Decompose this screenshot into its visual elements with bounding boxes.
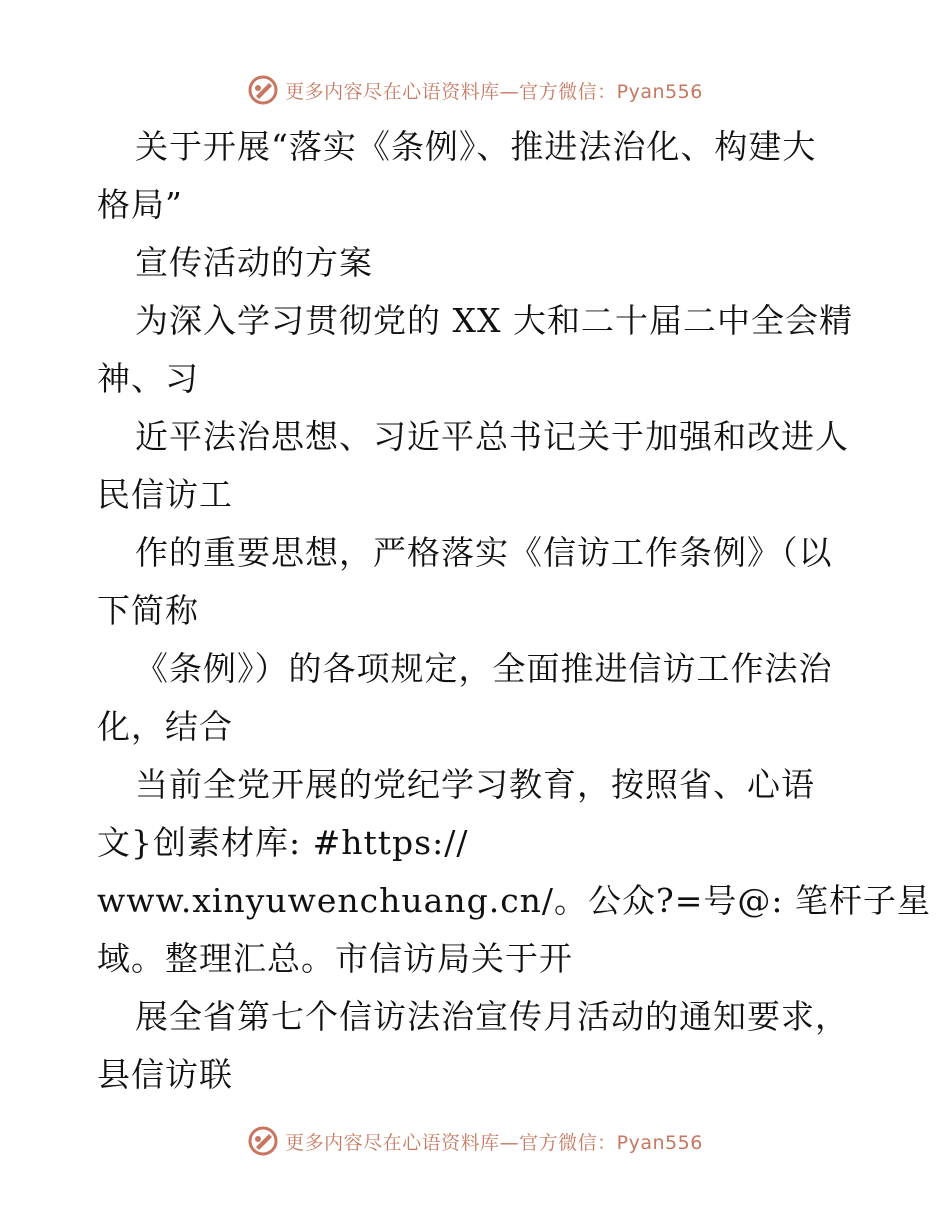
brand-logo-icon xyxy=(247,1125,279,1157)
text-line: 关于开展“落实《条例》、推进法治化、构建大 xyxy=(135,127,817,166)
text-line: 文}创素材库: #https:// xyxy=(97,823,469,862)
watermark-text: 更多内容尽在心语资料库—官方微信：Pyan556 xyxy=(285,1131,703,1154)
text-line: 下简称 xyxy=(97,591,199,630)
brand-logo-icon xyxy=(247,74,279,106)
header-watermark xyxy=(0,70,950,110)
text-line: 民信访工 xyxy=(97,475,233,514)
text-line: 《条例》）的各项规定，全面推进信访工作法治 xyxy=(135,649,833,688)
text-line: 当前全党开展的党纪学习教育，按照省、心语 xyxy=(135,765,815,804)
text-line: 格局” xyxy=(97,185,183,224)
text-line: 县信访联 xyxy=(97,1055,233,1094)
text-line: 宣传活动的方案 xyxy=(135,243,373,282)
watermark-text: 更多内容尽在心语资料库—官方微信：Pyan556 xyxy=(285,80,703,103)
text-line: 近平法治思想、习近平总书记关于加强和改进人 xyxy=(135,417,849,456)
document-body xyxy=(97,118,931,1104)
text-line: 神、习 xyxy=(97,359,199,398)
text-line: 为深入学习贯彻党的 XX 大和二十届二中全会精 xyxy=(135,301,853,340)
text-line: 域。整理汇总。市信访局关于开 xyxy=(97,939,573,978)
text-line: 化，结合 xyxy=(97,707,233,746)
text-line: 作的重要思想，严格落实《信访工作条例》（以 xyxy=(135,533,833,572)
footer-watermark xyxy=(0,1121,950,1161)
text-line: 展全省第七个信访法治宣传月活动的通知要求， xyxy=(135,997,849,1036)
text-line: www.xinyuwenchuang.cn/。公众?=号@: 笔杆子星 xyxy=(97,881,931,920)
